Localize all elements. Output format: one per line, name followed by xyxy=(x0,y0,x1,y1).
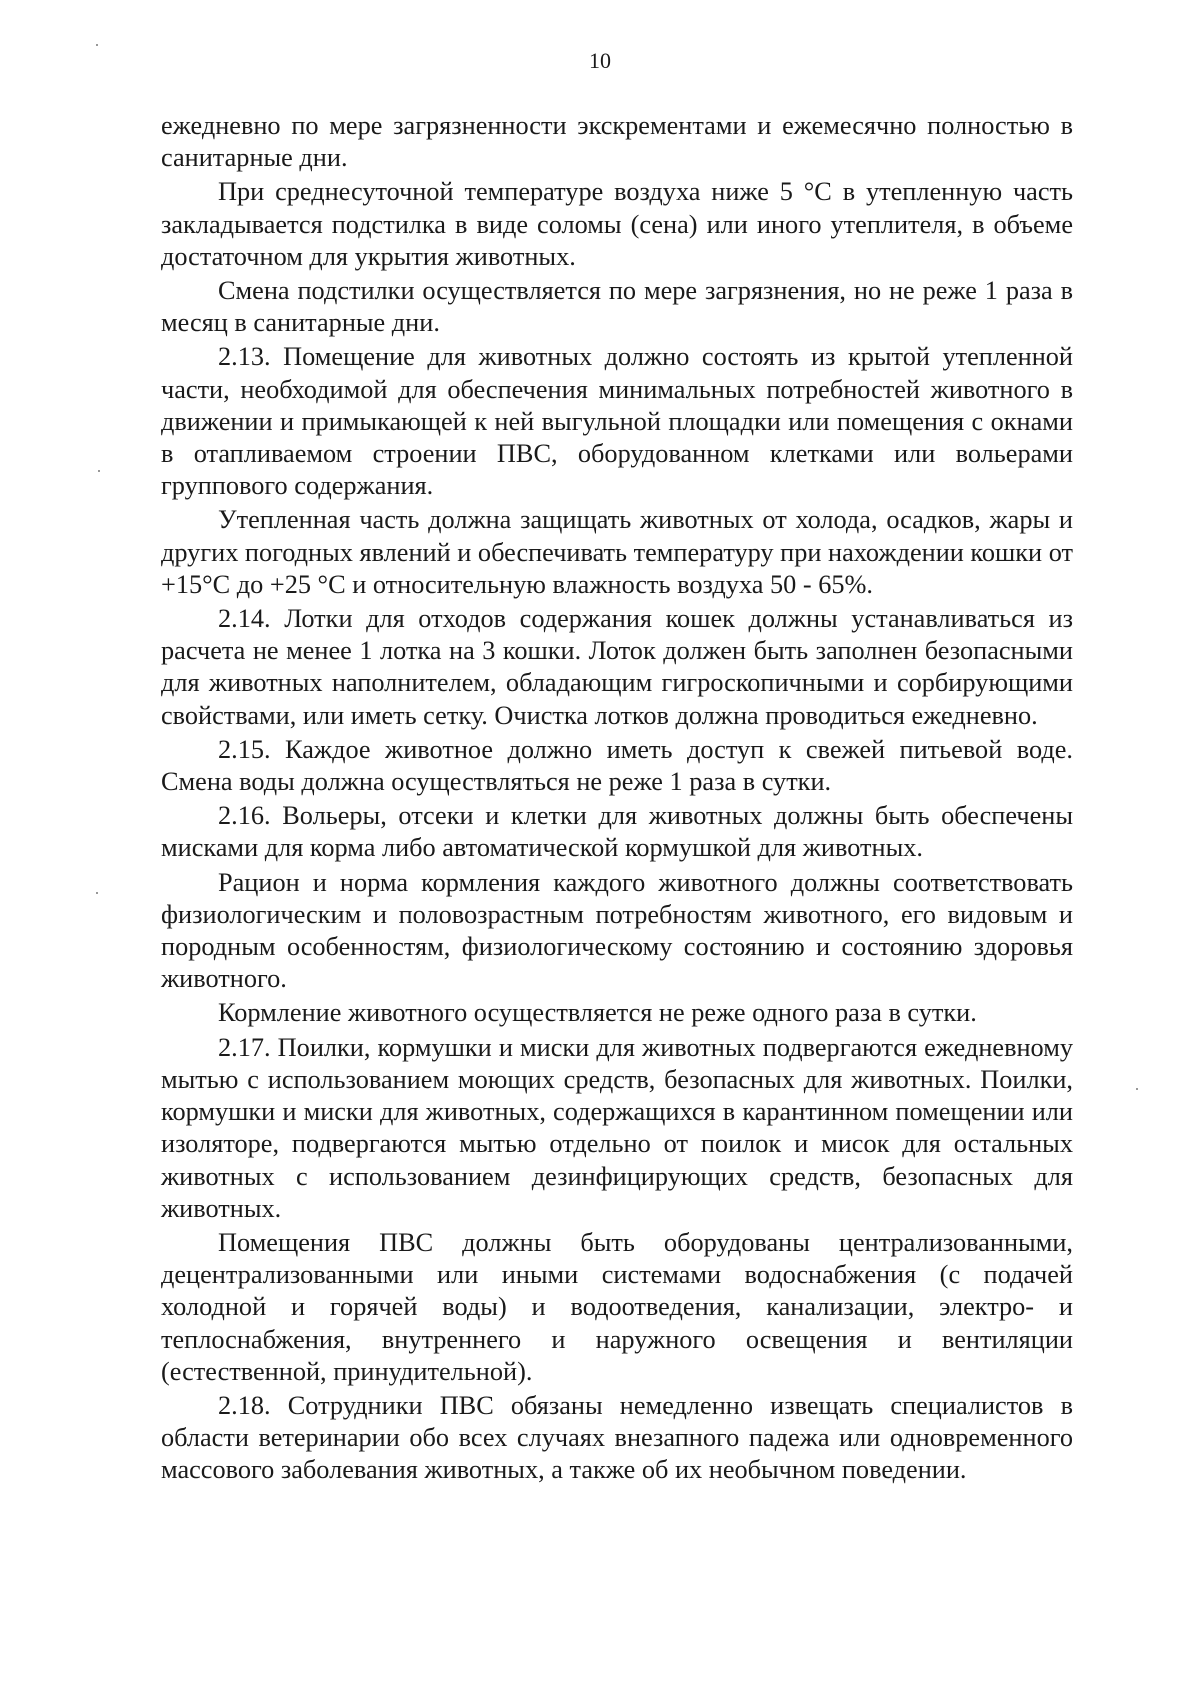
scan-speck xyxy=(1136,1088,1138,1090)
paragraph: 2.14. Лотки для отходов содержания кошек должны устанавливаться из расчета не менее 1 лотка на 3 кошки. Лоток должен быть заполнен безопасными для животных наполнителем, обладающим гигроскопичными и сорбирующими свойствами, или иметь сетку. Очистка лотков должна проводиться ежедневно. xyxy=(161,604,1073,730)
paragraph: 2.15. Каждое животное должно иметь доступ к свежей питьевой воде. Смена воды должна осуществляться не реже 1 раза в сутки. xyxy=(161,734,1073,797)
paragraph: 2.13. Помещение для животных должно состоять из крытой утепленной части, необходимой для обеспечения минимальных потребностей животного в движении и примыкающей к ней выгульной площадки или помещения с окнами в отапливаемом строении ПВС, оборудованном клетками или вольерами группового содержания. xyxy=(161,342,1073,501)
paragraph: Помещения ПВС должны быть оборудованы централизованными, децентрализованными или иными системами водоснабжения (с подачей холодной и горячей воды) и водоотведения, канализации, электро- и теплоснабжения, внутреннего и наружного освещения и вентиляции (естественной, принудительной). xyxy=(161,1227,1073,1386)
paragraph: ежедневно по мере загрязненности экскрементами и ежемесячно полностью в санитарные дни. xyxy=(161,111,1073,173)
paragraph: При среднесуточной температуре воздуха ниже 5 °C в утепленную часть закладывается подстилка в виде соломы (сена) или иного утеплителя, в объеме достаточном для укрытия животных. xyxy=(161,177,1073,271)
paragraph: Утепленная часть должна защищать животных от холода, осадков, жары и других погодных явлений и обеспечивать температуру при нахождении кошки от +15°C до +25 °C и относительную влажность воздуха 50 - 65%. xyxy=(161,505,1073,599)
scan-speck xyxy=(96,44,98,46)
paragraph: Кормление животного осуществляется не реже одного раза в сутки. xyxy=(218,998,977,1028)
paragraph: Смена подстилки осуществляется по мере загрязнения, но не реже 1 раза в месяц в санитарные дни. xyxy=(161,276,1073,338)
document-body xyxy=(161,110,1073,1489)
paragraph: 2.17. Поилки, кормушки и миски для животных подвергаются ежедневному мытью с использованием моющих средств, безопасных для животных. Поилки, кормушки и миски для животных, содержащихся в карантинном помещении или изоляторе, подвергаются мытью отдельно от поилок и мисок для остальных животных с использованием дезинфицирующих средств, безопасных для животных. xyxy=(161,1032,1073,1223)
paragraph: 2.18. Сотрудники ПВС обязаны немедленно извещать специалистов в области ветеринарии обо всех случаях внезапного падежа или одновременного массового заболевания животных, а также об их необычном поведении. xyxy=(161,1390,1073,1485)
scan-speck xyxy=(98,470,100,472)
scan-speck xyxy=(96,892,98,894)
paragraph: Рацион и норма кормления каждого животного должны соответствовать физиологическим и половозрастным потребностям животного, его видовым и породным особенностям, физиологическому состоянию и состоянию здоровья животного. xyxy=(161,867,1073,994)
paragraph: 2.16. Вольеры, отсеки и клетки для животных должны быть обеспечены мисками для корма либо автоматической кормушкой для животных. xyxy=(161,801,1073,863)
page-number: 10 xyxy=(589,48,611,73)
